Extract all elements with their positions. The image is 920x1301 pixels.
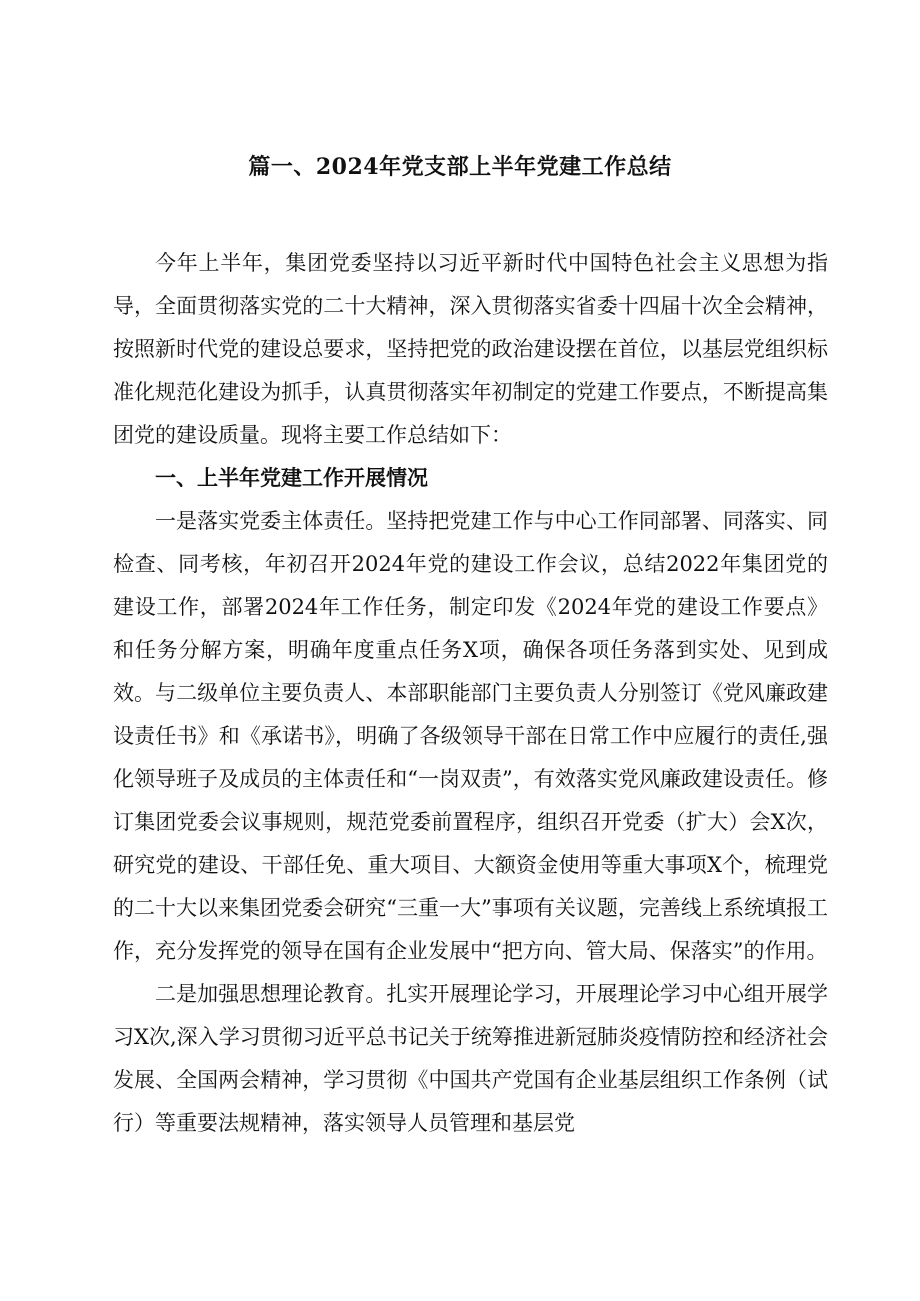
- paragraph-2: 二是加强思想理论教育。扎实开展理论学习，开展理论学习中心组开展学习X次,深入学习贯彻习近平总书记关于统筹推进新冠肺炎疫情防控和经济社会发展、全国两会精神，学习贯彻《中国共产党国有企业基层组织工作条例（试行）等重要法规精神，落实领导人员管理和基层党: [113, 982, 828, 1135]
- paragraph-1: 一是落实党委主体责任。坚持把党建工作与中心工作同部署、同落实、同检查、同考核，年初召开2024年党的建设工作会议，总结2022年集团党的建设工作，部署2024年工作任务，制定印发《2024年党的建设工作要点》和任务分解方案，明确年度重点任务X项，确保各项任务落到实处、见到成效。与二级单位主要负责人、本部职能部门主要负责人分别签订《党风廉政建设责任书》和《承诺书》，明确了各级领导干部在日常工作中应履行的责任,强化领导班子及成员的主体责任和“一岗双责”，有效落实党风廉政建设责任。修订集团党委会议事规则，规范党委前置程序，组织召开党委（扩大）会X次，研究党的建设、干部任免、重大项目、大额资金使用等重大事项X个，梳理党的二十大以来集团党委会研究“三重一大”事项有关议题，完善线上系统填报工作，充分发挥党的领导在国有企业发展中“把方向、管大局、保落实”的作用。: [113, 509, 828, 963]
- section-heading: 一、上半年党建工作开展情况: [155, 466, 428, 490]
- intro-paragraph: 今年上半年，集团党委坚持以习近平新时代中国特色社会主义思想为指导，全面贯彻落实党的二十大精神，深入贯彻落实省委十四届十次全会精神，按照新时代党的建设总要求，坚持把党的政治建设摆在首位，以基层党组织标准化规范化建设为抓手，认真贯彻落实年初制定的党建工作要点，不断提高集团党的建设质量。现将主要工作总结如下：: [113, 251, 828, 447]
- document-title: 篇一、2024年党支部上半年党建工作总结: [248, 154, 672, 180]
- document-body: [113, 242, 828, 1145]
